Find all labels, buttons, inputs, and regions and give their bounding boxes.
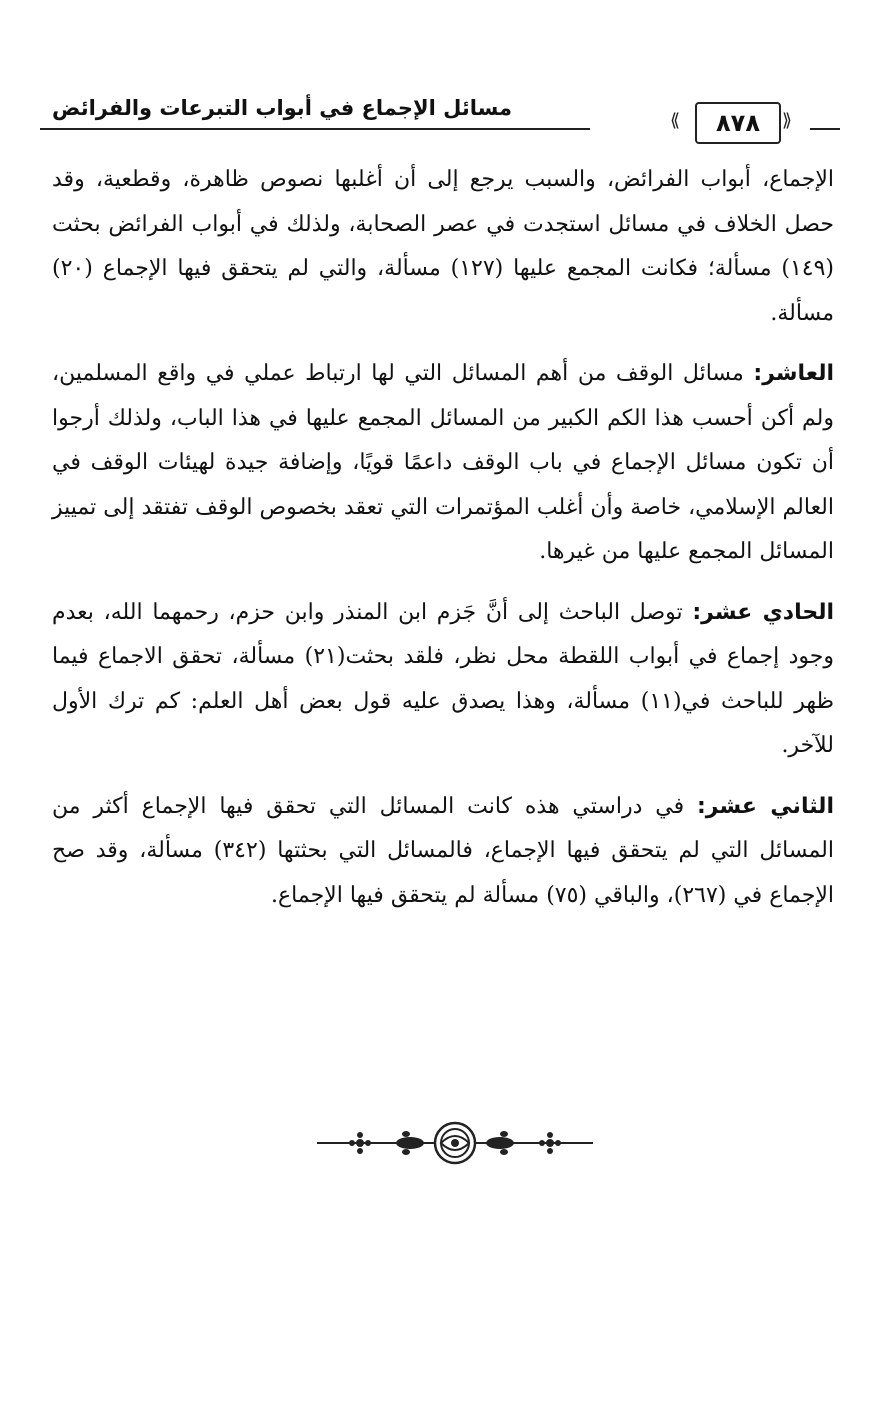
page-body xyxy=(52,158,834,934)
paragraph-heading: الثاني عشر: xyxy=(696,793,834,819)
running-title: مسائل الإجماع في أبواب التبرعات والفرائض xyxy=(52,96,512,120)
page-number-value: ٨٧٨ xyxy=(716,109,760,137)
page-header xyxy=(40,88,840,138)
paragraph-heading: العاشر: xyxy=(753,361,834,386)
page-number xyxy=(695,102,781,144)
paragraph-text: توصل الباحث إلى أنَّ جَزم ابن المنذر وابن حزم، رحمهما الله، بعدم وجود إجماع في أبواب اللقطة محل نظر، فلقد بحثت(٢١) مسألة، تحقق الاجماع فيما ظهر للباحث في(١١) مسألة، وهذا يصدق عليه قول بعض أهل العلم: كم ترك الأول للآخر. xyxy=(52,599,834,758)
paragraph-1 xyxy=(52,158,834,336)
bracket-ornament-icon: ⟫ xyxy=(782,110,793,131)
floral-divider-icon xyxy=(315,1120,595,1166)
paragraph-4 xyxy=(52,785,834,919)
header-rule xyxy=(40,128,590,130)
paragraph-text: مسائل الوقف من أهم المسائل التي لها ارتباط عملي في واقع المسلمين، ولم أكن أحسب هذا الكم الكبير من المسائل المجمع عليها في هذا الباب، ولذلك أرجوا أن تكون مسائل الإجماع في باب الوقف داعمًا قويًا، وإضافة جيدة لهيئات الوقف في العالم الإسلامي، خاصة وأن أغلب المؤتمرات التي تعقد بخصوص الوقف تفتقد إلى تمييز المسائل المجمع عليها من غيرها. xyxy=(52,361,834,564)
header-rule-right xyxy=(810,128,840,130)
paragraph-2 xyxy=(52,352,834,575)
bracket-ornament-icon: ⟪ xyxy=(670,110,681,131)
paragraph-heading: الحادي عشر: xyxy=(692,599,834,625)
paragraph-3 xyxy=(52,591,834,769)
paragraph-text: الإجماع، أبواب الفرائض، والسبب يرجع إلى أن أغلبها نصوص ظاهرة، وقطعية، وقد حصل الخلاف في مسائل استجدت في عصر الصحابة، ولذلك في أبواب الفرائض بحثت (١٤٩) مسألة؛ فكانت المجمع عليها (١٢٧) مسألة، والتي لم يتحقق فيها الإجماع (٢٠) مسألة. xyxy=(52,167,834,326)
paragraph-text: في دراستي هذه كانت المسائل التي تحقق فيها الإجماع أكثر من المسائل التي لم يتحقق فيها الإجماع، فالمسائل التي بحثتها (٣٤٢) مسألة، وقد صح الإجماع في (٢٦٧)، والباقي (٧٥) مسألة لم يتحقق فيها الإجماع. xyxy=(52,793,834,908)
